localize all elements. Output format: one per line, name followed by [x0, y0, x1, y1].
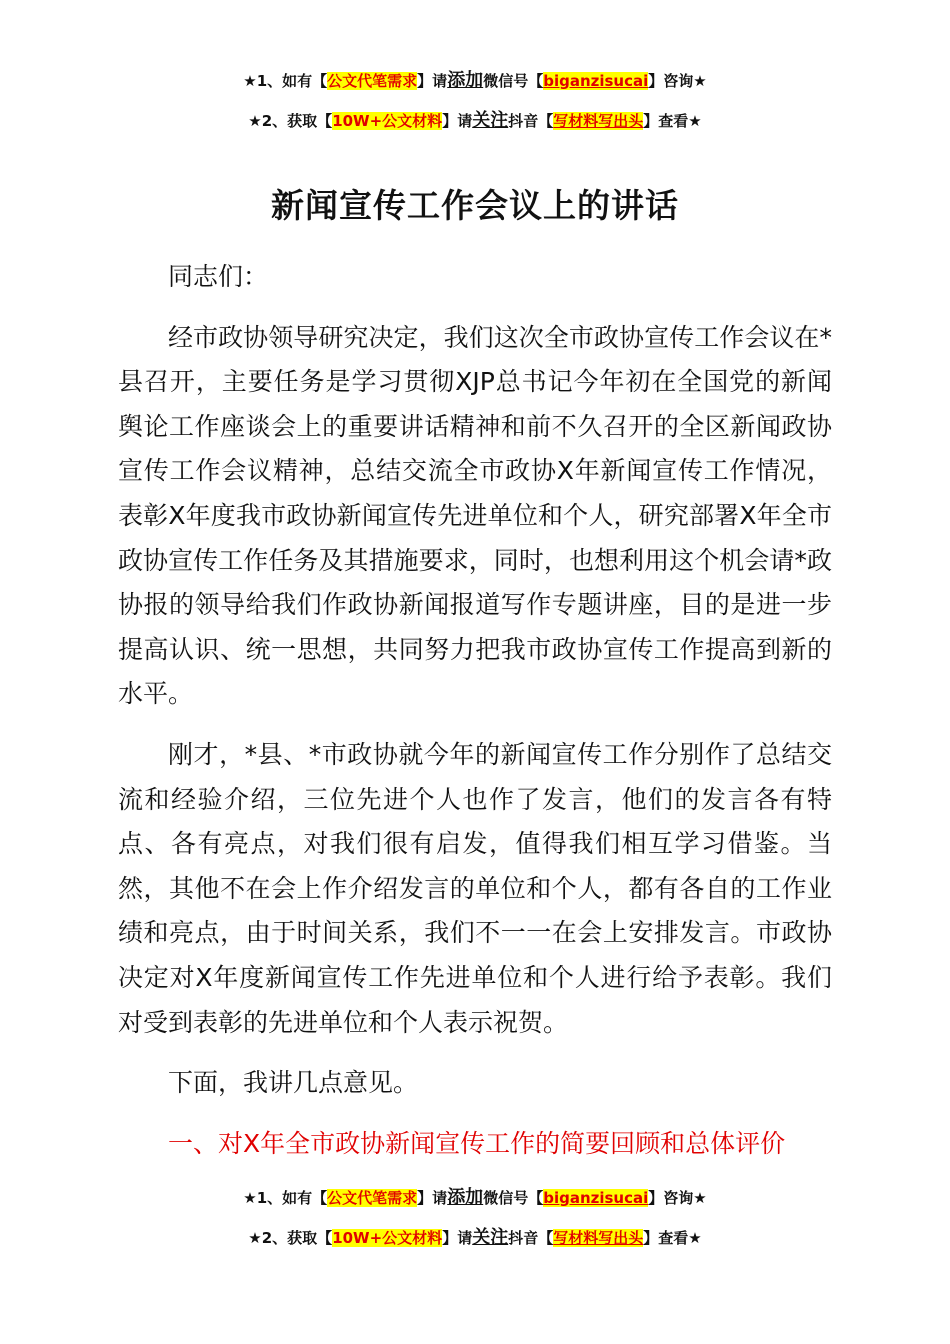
promo-text: 】请	[417, 72, 448, 90]
paragraph: 刚才，*县、*市政协就今年的新闻宣传工作分别作了总结交流和经验介绍，三位先进个人也作了发言，他们的发言各有特点、各有亮点，对我们很有启发，值得我们相互学习借鉴。当然，其他不在会上作介绍发言的单位和个人，都有各自的工作业绩和亮点，由于时间关系，我们不一一在会上安排发言。市政协决定对X年度新闻宣传工作先进单位和个人进行给予表彰。我们对受到表彰的先进单位和个人表示祝贺。	[118, 739, 832, 1037]
promo-text: ★2、获取【	[248, 1229, 333, 1247]
promo-text: 抖音【	[508, 1229, 554, 1247]
promo-text: 微信号【	[483, 1189, 544, 1207]
douyin-account-link[interactable]: 写材料写出头	[553, 112, 644, 130]
promo-text: ★1、如有【	[243, 1189, 328, 1207]
promo-emphasis: 关注	[472, 1227, 509, 1248]
promo-text: 】查看★	[643, 1229, 702, 1247]
section-heading: 一、对X年全市政协新闻宣传工作的简要回顾和总体评价	[168, 1128, 786, 1158]
salutation: 同志们：	[168, 262, 269, 291]
promo-line-1	[0, 70, 950, 92]
promo-highlight: 10W+公文材料	[332, 112, 443, 130]
promo-text: 】咨询★	[648, 72, 707, 90]
promo-text: ★1、如有【	[243, 72, 328, 90]
paragraph: 下面，我讲几点意见。	[168, 1068, 419, 1098]
promo-line-2-footer	[0, 1227, 950, 1249]
promo-text: 抖音【	[508, 112, 554, 130]
promo-text: 】请	[442, 1229, 473, 1247]
promo-emphasis: 添加	[447, 70, 484, 91]
promo-text: 】咨询★	[648, 1189, 707, 1207]
promo-text: 】查看★	[643, 112, 702, 130]
promo-text: 】请	[442, 112, 473, 130]
promo-line-1-footer	[0, 1187, 950, 1209]
promo-highlight: 公文代笔需求	[327, 72, 418, 90]
promo-text: 】请	[417, 1189, 448, 1207]
promo-line-2	[0, 110, 950, 132]
promo-text: 微信号【	[483, 72, 544, 90]
wechat-id-link[interactable]: biganzisucai	[543, 72, 649, 90]
promo-emphasis: 添加	[447, 1187, 484, 1208]
document-body	[118, 255, 832, 1182]
promo-emphasis: 关注	[472, 110, 509, 131]
paragraph: 经市政协领导研究决定，我们这次全市政协宣传工作会议在*县召开，主要任务是学习贯彻XJP总书记今年初在全国党的新闻舆论工作座谈会上的重要讲话精神和前不久召开的全区新闻政协宣传工作会议精神，总结交流全市政协X年新闻宣传工作情况，表彰X年度我市政协新闻宣传先进单位和个人，研究部署X年全市政协宣传工作任务及其措施要求，同时，也想利用这个机会请*政协报的领导给我们作政协新闻报道写作专题讲座，目的是进一步提高认识、统一思想，共同努力把我市政协宣传工作提高到新的水平。	[118, 322, 832, 709]
wechat-id-link[interactable]: biganzisucai	[543, 1189, 649, 1207]
promo-text: ★2、获取【	[248, 112, 333, 130]
document-title: 新闻宣传工作会议上的讲话	[271, 186, 679, 225]
douyin-account-link[interactable]: 写材料写出头	[553, 1229, 644, 1247]
promo-highlight: 公文代笔需求	[327, 1189, 418, 1207]
promo-highlight: 10W+公文材料	[332, 1229, 443, 1247]
